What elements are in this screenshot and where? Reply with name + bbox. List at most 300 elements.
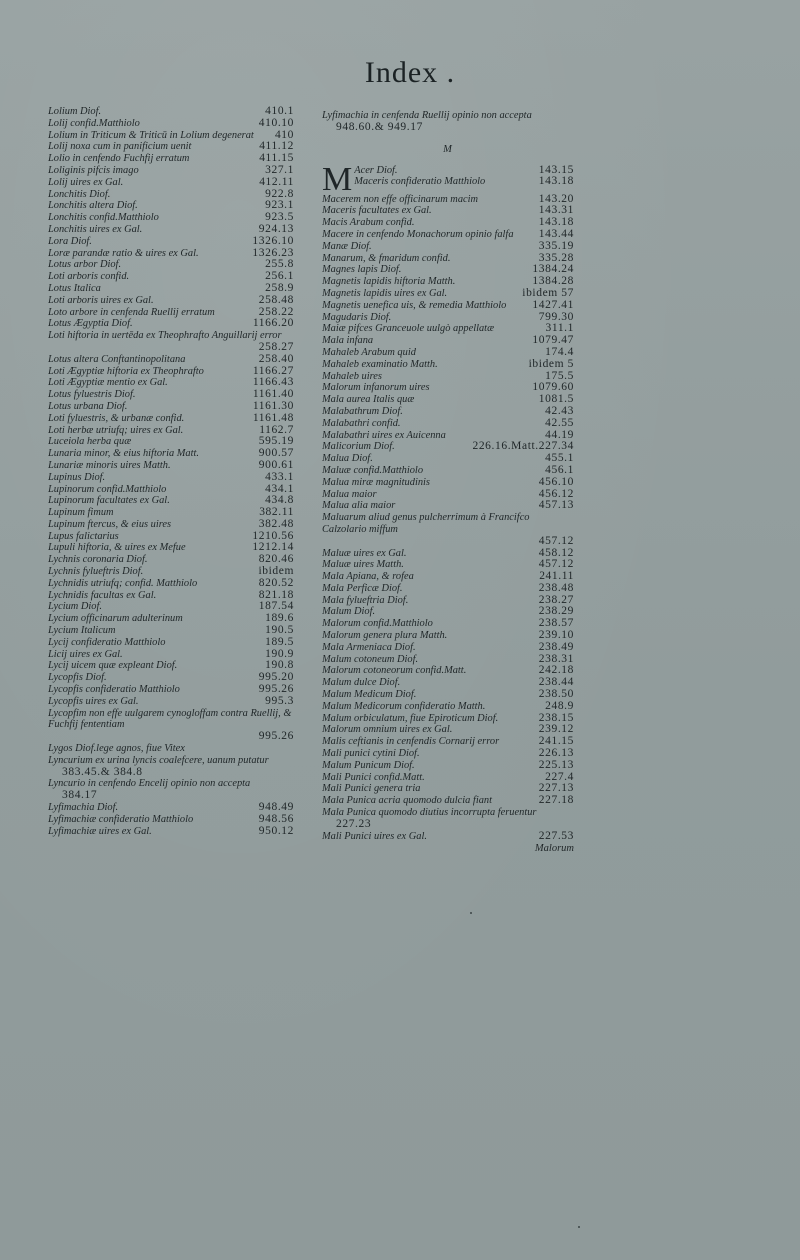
entry-term: Malum cotoneum Diof. (322, 653, 419, 665)
entry-term: Mala infana (322, 335, 374, 347)
entry-page-ref: 433.1 (265, 470, 294, 483)
entry-term: Maiæ pifces Granceuole uulgò appellatæ (322, 323, 494, 335)
index-entry (322, 394, 574, 406)
entry-term: Magnetis lapidis hiftoria Matth. (322, 276, 456, 288)
entry-page-ref: 1166.43 (252, 376, 294, 389)
entry-term: Maluæ uires Matth. (322, 559, 404, 571)
entry-term: Lonchitis Diof. (48, 188, 111, 200)
entry-page-ref: 238.44 (538, 676, 574, 689)
index-entry (48, 472, 294, 484)
entry-term: Lolij noxa cum in panificium uenit (48, 141, 192, 153)
index-entry (322, 571, 574, 583)
entry-term: Mala Punica acria quomodo dulcia fiant (322, 795, 492, 807)
drop-cap: M (322, 160, 353, 198)
entry-page-ref: 335.28 (538, 251, 574, 264)
entry-page-ref: 1162.7 (259, 423, 294, 436)
entry-page-ref: 225.13 (538, 758, 574, 771)
index-entry (322, 831, 574, 843)
index-entry (48, 413, 294, 425)
entry-term: Lychnidis utriufq; confid. Matthiolo (48, 577, 198, 589)
entry-page-ref: 258.9 (265, 281, 294, 294)
entry-page-ref: 1210.56 (252, 529, 294, 542)
index-entry (48, 637, 294, 649)
entry-page-ref: 820.52 (258, 576, 294, 589)
index-entry (48, 106, 294, 118)
entry-term: Lupus falictarius (48, 530, 119, 542)
index-entry (322, 807, 574, 831)
entry-page-ref: 923.1 (265, 199, 294, 212)
entry-term: Lychnis fylueftris Diof. (48, 566, 144, 578)
entry-page-ref: 411.15 (259, 152, 294, 165)
entry-page-ref: 410 (274, 128, 294, 141)
entry-term: Lyncurio in cenfendo Encelij opinio non accepta (48, 778, 251, 790)
entry-term: Malabathrum Diof. (322, 405, 403, 417)
index-entry (322, 288, 574, 300)
index-entry (48, 200, 294, 212)
index-entry (48, 542, 294, 554)
entry-term: Maceris confideratio Matthiolo (354, 176, 486, 188)
entry-page-ref: 1161.30 (252, 399, 294, 412)
entry-page-ref: 238.48 (538, 581, 574, 594)
index-entry (322, 713, 574, 725)
entry-page-ref: 1212.14 (252, 541, 294, 554)
entry-term: Maluarum aliud genus pulcherrimum à Francifco Calzolario miffum (322, 512, 530, 535)
entry-term: Malum orbiculatum, fiue Epiroticum Diof. (322, 712, 499, 724)
entry-term: Lyfimachia Diof. (48, 802, 119, 814)
entry-page-ref: 383.45.& 384.8 (62, 765, 143, 778)
paper-speck (470, 912, 472, 914)
entry-term: Mali punici cytini Diof. (322, 748, 420, 760)
entry-term: Malorum infanorum uires (322, 382, 430, 394)
catchword: Malorum (534, 843, 574, 855)
index-entry (322, 406, 574, 418)
entry-page-ref: 241.11 (539, 570, 574, 583)
entry-term: Lupinum ftercus, & eius uires (48, 518, 172, 530)
entry-term: Loti herbæ utriufq; uires ex Gal. (48, 424, 184, 436)
entry-page-ref: 174.4 (545, 345, 574, 358)
entry-term: Lotus Italica (48, 282, 101, 294)
entry-page-ref: 1161.48 (252, 411, 294, 424)
entry-page-ref: 948.49 (258, 801, 294, 814)
entry-term: Lolij confid.Matthiolo (48, 117, 140, 129)
entry-page-ref: 242.18 (538, 664, 574, 677)
entry-term: Lyfimachiæ uires ex Gal. (48, 825, 152, 837)
index-entry (322, 205, 574, 217)
entry-term: Lyncurium ex urina lyncis coalefcere, uanum putatur (48, 754, 269, 766)
entry-term: Lycium officinarum adulterinum (48, 613, 183, 625)
entry-term: Malabathri uires ex Auicenna (322, 429, 446, 441)
entry-term: Lupinorum facultates ex Gal. (48, 495, 170, 507)
entry-term: Lycopfis uires ex Gal. (48, 695, 139, 707)
index-entry (48, 425, 294, 437)
index-entry (48, 212, 294, 224)
entry-page-ref: 950.12 (258, 824, 294, 837)
index-entry (48, 248, 294, 260)
right-index-entries (322, 194, 574, 843)
entry-term: Mala Punica quomodo diutius incorrupta feruentur (322, 807, 537, 819)
index-entry (322, 548, 574, 560)
entry-page-ref: 820.46 (258, 553, 294, 566)
index-entry (48, 130, 294, 142)
entry-page-ref: 143.20 (538, 192, 574, 205)
entry-term: Magudaris Diof. (322, 311, 392, 323)
entry-term: Mahaleb Arabum quid (322, 346, 416, 358)
entry-page-ref: 335.19 (538, 239, 574, 252)
index-entry (48, 566, 294, 578)
index-entry (48, 495, 294, 507)
entry-page-ref: 1166.27 (252, 364, 294, 377)
entry-page-ref: 456.1 (545, 463, 574, 476)
left-index-column (48, 106, 294, 837)
entry-page-ref: 143.31 (538, 204, 574, 217)
entry-page-ref: ibidem 5 (528, 357, 574, 370)
entry-term: Lolium in Triticum & Triticū in Lolium degenerat (48, 129, 254, 141)
entry-page-ref: 411.12 (259, 140, 294, 153)
entry-term: Malua miræ magnitudinis (322, 476, 430, 488)
entry-term: Lycij uicem quæ expleant Diof. (48, 660, 178, 672)
entry-page-ref: 175.5 (545, 369, 574, 382)
entry-page-ref: 187.54 (258, 600, 294, 613)
index-entry (48, 118, 294, 130)
entry-page-ref: 190.9 (265, 647, 294, 660)
entry-term: Loti Ægyptiæ hiftoria ex Theophrafto (48, 365, 204, 377)
index-entry (48, 354, 294, 366)
entry-page-ref: 821.18 (258, 588, 294, 601)
entry-term: Maluæ confid.Matthiolo (322, 464, 424, 476)
entry-term: Lotus Ægyptia Diof. (48, 318, 133, 330)
index-entry (48, 755, 294, 779)
entry-page-ref: 227.18 (538, 794, 574, 807)
entry-term: Malua alia maior (322, 500, 396, 512)
index-entry (48, 684, 294, 696)
entry-page-ref: 595.19 (258, 435, 294, 448)
entry-page-ref: 412.11 (259, 175, 294, 188)
entry-term: Mala Apiana, & rofea (322, 571, 414, 583)
entry-term: Lupuli hiftoria, & uires ex Mefue (48, 542, 186, 554)
entry-term: Manæ Diof. (322, 240, 372, 252)
index-entry (48, 153, 294, 165)
entry-term: Lupinorum confid.Matthiolo (48, 483, 167, 495)
entry-page-ref: 311.1 (545, 322, 574, 335)
entry-page-ref: 42.55 (545, 416, 574, 429)
entry-page-ref: 227.13 (538, 782, 574, 795)
index-entry (48, 778, 294, 802)
entry-term: Lygos Diof.lege agnos, fiue Vitex (48, 743, 185, 755)
entry-term: Licij uires ex Gal. (48, 648, 123, 660)
entry-page-ref: ibidem 57 (522, 286, 574, 299)
entry-term: Macerem non effe officinarum macim (322, 193, 479, 205)
entry-page-ref: 948.60.& 949.17 (336, 120, 423, 133)
entry-term: Malis ceftianis in cenfendis Cornarij error (322, 736, 500, 748)
entry-page-ref: 190.8 (265, 659, 294, 672)
index-entry (48, 189, 294, 201)
entry-term: Lyfimachiæ confideratio Matthiolo (48, 813, 194, 825)
index-entry (48, 601, 294, 613)
entry-page-ref: 143.15 (538, 163, 574, 176)
index-entry (48, 484, 294, 496)
entry-page-ref: 227.23 (336, 817, 372, 830)
entry-page-ref: 44.19 (545, 428, 574, 441)
entry-page-ref: 1384.28 (532, 275, 574, 288)
index-entry (48, 802, 294, 814)
entry-page-ref: 143.44 (538, 227, 574, 240)
entry-term: Malum dulce Diof. (322, 677, 401, 689)
entry-page-ref: 238.49 (538, 640, 574, 653)
index-entry (48, 448, 294, 460)
entry-term: Loti arboris uires ex Gal. (48, 294, 154, 306)
entry-page-ref: 239.10 (538, 629, 574, 642)
index-entry (322, 500, 574, 512)
entry-term: Loti hiftoria in uertēda ex Theophrafto Anguillarij error (48, 330, 282, 342)
entry-page-ref: 189.6 (265, 612, 294, 625)
index-entry (322, 772, 574, 784)
index-entry (48, 401, 294, 413)
entry-page-ref: 1427.41 (532, 298, 574, 311)
entry-term: Lycopfim non effe uulgarem cynogloffam contra Ruellij, & Fuchfij fententiam (48, 707, 292, 731)
entry-term: Lonchitis confid.Matthiolo (48, 212, 159, 224)
entry-page-ref: 923.5 (265, 211, 294, 224)
entry-page-ref: 190.5 (265, 624, 294, 637)
entry-page-ref: 238.57 (538, 617, 574, 630)
index-entry (322, 736, 574, 748)
index-entry (322, 665, 574, 677)
entry-page-ref: 995.20 (258, 671, 294, 684)
index-entry (322, 642, 574, 654)
entry-page-ref: 384.17 (62, 789, 98, 802)
index-entry (322, 241, 574, 253)
index-entry (48, 271, 294, 283)
index-entry (48, 590, 294, 602)
entry-page-ref: 238.31 (538, 652, 574, 665)
entry-term: Mahaleb uires (322, 370, 382, 382)
index-entry (322, 217, 574, 229)
entry-term: Lupinum fimum (48, 507, 114, 519)
drop-cap-lines (354, 165, 574, 189)
entry-term: Lycij confideratio Matthiolo (48, 636, 166, 648)
entry-term: Mali Punici genera tria (322, 783, 421, 795)
index-entry (322, 677, 574, 689)
entry-page-ref: 239.12 (538, 723, 574, 736)
entry-page-ref: 258.48 (258, 293, 294, 306)
right-index-column (322, 110, 574, 854)
index-entry (322, 110, 574, 134)
index-entry (48, 295, 294, 307)
index-entry (322, 748, 574, 760)
entry-term: Lunaria minor, & eius hiftoria Matt. (48, 448, 199, 460)
index-entry (48, 672, 294, 684)
entry-page-ref: 457.12 (538, 534, 574, 547)
index-entry (322, 689, 574, 701)
entry-term: Lora Diof. (48, 235, 92, 247)
entry-page-ref: 1079.60 (532, 381, 574, 394)
entry-page-ref: 382.11 (259, 506, 294, 519)
entry-term: Malorum genera plura Matth. (322, 630, 448, 642)
index-entry (322, 701, 574, 713)
index-entry (322, 583, 574, 595)
entry-term: Luceiola herba quæ (48, 436, 132, 448)
entry-page-ref: 189.5 (265, 635, 294, 648)
entry-term: Lotus arbor Diof. (48, 259, 122, 271)
entry-term: Malum Medicorum confideratio Matth. (322, 700, 486, 712)
entry-page-ref: 995.3 (265, 694, 294, 707)
entry-term: Mali Punici uires ex Gal. (322, 830, 427, 842)
index-entry (48, 743, 294, 755)
entry-page-ref: ibidem (258, 565, 294, 578)
entry-term: Loti arboris confid. (48, 271, 130, 283)
index-entry (48, 708, 294, 743)
index-entry (48, 826, 294, 838)
index-entry (48, 460, 294, 472)
index-entry (322, 654, 574, 666)
entry-term: Magnetis uenefica uis, & remedia Matthiolo (322, 299, 507, 311)
entry-page-ref: 241.15 (538, 735, 574, 748)
page-title: Index . (364, 56, 456, 89)
entry-term: Lychnidis facultas ex Gal. (48, 589, 157, 601)
index-entry (48, 696, 294, 708)
entry-term: Lycopfis confideratio Matthiolo (48, 684, 180, 696)
entry-page-ref: 382.48 (258, 517, 294, 530)
entry-term: Malabathri confid. (322, 417, 401, 429)
index-entry (48, 649, 294, 661)
index-entry (322, 453, 574, 465)
entry-page-ref: 255.8 (265, 258, 294, 271)
entry-term: Malum Punicum Diof. (322, 759, 415, 771)
index-entry (48, 436, 294, 448)
index-entry (322, 465, 574, 477)
index-entry (322, 512, 574, 547)
entry-page-ref: 143.18 (538, 216, 574, 229)
entry-page-ref: 1384.24 (532, 263, 574, 276)
entry-page-ref: 248.9 (545, 699, 574, 712)
drop-cap-block (322, 160, 574, 198)
entry-page-ref: 1166.20 (252, 317, 294, 330)
index-entry (48, 625, 294, 637)
entry-page-ref: 995.26 (258, 730, 294, 743)
index-entry (48, 177, 294, 189)
entry-page-ref: 799.30 (538, 310, 574, 323)
entry-page-ref: 900.61 (258, 458, 294, 471)
entry-page-ref: 434.1 (265, 482, 294, 495)
index-entry (322, 312, 574, 324)
index-entry (322, 382, 574, 394)
index-entry (322, 783, 574, 795)
entry-page-ref: 995.26 (258, 683, 294, 696)
index-entry (322, 418, 574, 430)
section-letter-heading: M (443, 143, 453, 155)
entry-page-ref: 434.8 (265, 494, 294, 507)
index-entry (48, 330, 294, 354)
index-entry (322, 489, 574, 501)
index-entry (48, 613, 294, 625)
entry-page-ref: 238.15 (538, 711, 574, 724)
entry-page-ref: 238.27 (538, 593, 574, 606)
index-entry (48, 578, 294, 590)
index-entry (322, 760, 574, 772)
entry-term: Lolium Diof. (48, 106, 102, 117)
entry-page-ref: 1326.23 (252, 246, 294, 259)
entry-page-ref: 238.29 (538, 605, 574, 618)
entry-page-ref: 258.40 (258, 352, 294, 365)
entry-page-ref: 410.1 (265, 105, 294, 117)
entry-page-ref: 227.53 (538, 829, 574, 842)
index-entry (48, 141, 294, 153)
entry-page-ref: 924.13 (258, 222, 294, 235)
entry-term: Malorum confid.Matthiolo (322, 618, 433, 630)
entry-page-ref: 455.1 (545, 452, 574, 465)
entry-page-ref: 900.57 (258, 447, 294, 460)
entry-page-ref: 238.50 (538, 688, 574, 701)
entry-page-ref: 456.10 (538, 475, 574, 488)
index-entry (322, 618, 574, 630)
index-entry (48, 318, 294, 330)
index-entry (322, 194, 574, 206)
index-entry (48, 507, 294, 519)
index-entry (322, 795, 574, 807)
entry-term: Malua Diof. (322, 453, 373, 465)
entry-term: Mali Punici confid.Matt. (322, 771, 425, 783)
index-entry (48, 165, 294, 177)
index-entry (48, 519, 294, 531)
index-entry (354, 176, 574, 188)
entry-term: Lycium Italicum (48, 625, 116, 637)
entry-term: Malum Medicum Diof. (322, 689, 417, 701)
entry-term: Lolio in cenfendo Fuchfij erratum (48, 153, 190, 165)
entry-term: Magnetis lapidis uires ex Gal. (322, 287, 448, 299)
entry-page-ref: 1326.10 (252, 234, 294, 247)
entry-page-ref: 410.10 (258, 116, 294, 129)
entry-page-ref: 1161.40 (252, 388, 294, 401)
entry-term: Maluæ uires ex Gal. (322, 547, 407, 559)
index-entry (322, 441, 574, 453)
index-entry (322, 359, 574, 371)
index-entry (322, 606, 574, 618)
entry-term: Malua maior (322, 488, 377, 500)
entry-term: Malicorium Diof. (322, 441, 395, 453)
entry-term: Malorum omnium uires ex Gal. (322, 724, 453, 736)
entry-term: Macere in cenfendo Monachorum opinio falfa (322, 228, 514, 240)
entry-term: Lonchitis uires ex Gal. (48, 223, 143, 235)
entry-term: Mala aurea Italis quæ (322, 394, 415, 406)
entry-page-ref: 456.12 (538, 487, 574, 500)
entry-page-ref: 327.1 (265, 163, 294, 176)
entry-page-ref: 458.12 (538, 546, 574, 559)
index-entry (322, 477, 574, 489)
entry-term: Lyfimachia in cenfenda Ruellij opinio non accepta (322, 110, 532, 121)
index-entry (322, 335, 574, 347)
index-entry (48, 259, 294, 271)
entry-term: Lonchitis altera Diof. (48, 200, 138, 212)
entry-page-ref: 457.13 (538, 499, 574, 512)
index-entry (48, 814, 294, 826)
index-entry (48, 283, 294, 295)
entry-term: Mala fylueftria Diof. (322, 594, 409, 606)
entry-page-ref: 226.16.Matt.227.34 (472, 440, 574, 453)
entry-page-ref: 922.8 (265, 187, 294, 200)
index-entry (48, 660, 294, 672)
entry-term: Lychnis coronaria Diof. (48, 554, 148, 566)
index-entry (322, 595, 574, 607)
entry-page-ref: 1079.47 (532, 334, 574, 347)
index-entry (48, 236, 294, 248)
entry-page-ref: 227.4 (545, 770, 574, 783)
entry-term: Magnes lapis Diof. (322, 264, 402, 276)
entry-term: Malorum cotoneorum confid.Matt. (322, 665, 467, 677)
entry-page-ref: 1081.5 (538, 393, 574, 406)
entry-page-ref: 258.22 (258, 305, 294, 318)
entry-term: Loti fyluestris, & urbanæ confid. (48, 412, 185, 424)
entry-term: Lotus urbana Diof. (48, 400, 128, 412)
entry-term: Acer Diof. (354, 164, 398, 176)
